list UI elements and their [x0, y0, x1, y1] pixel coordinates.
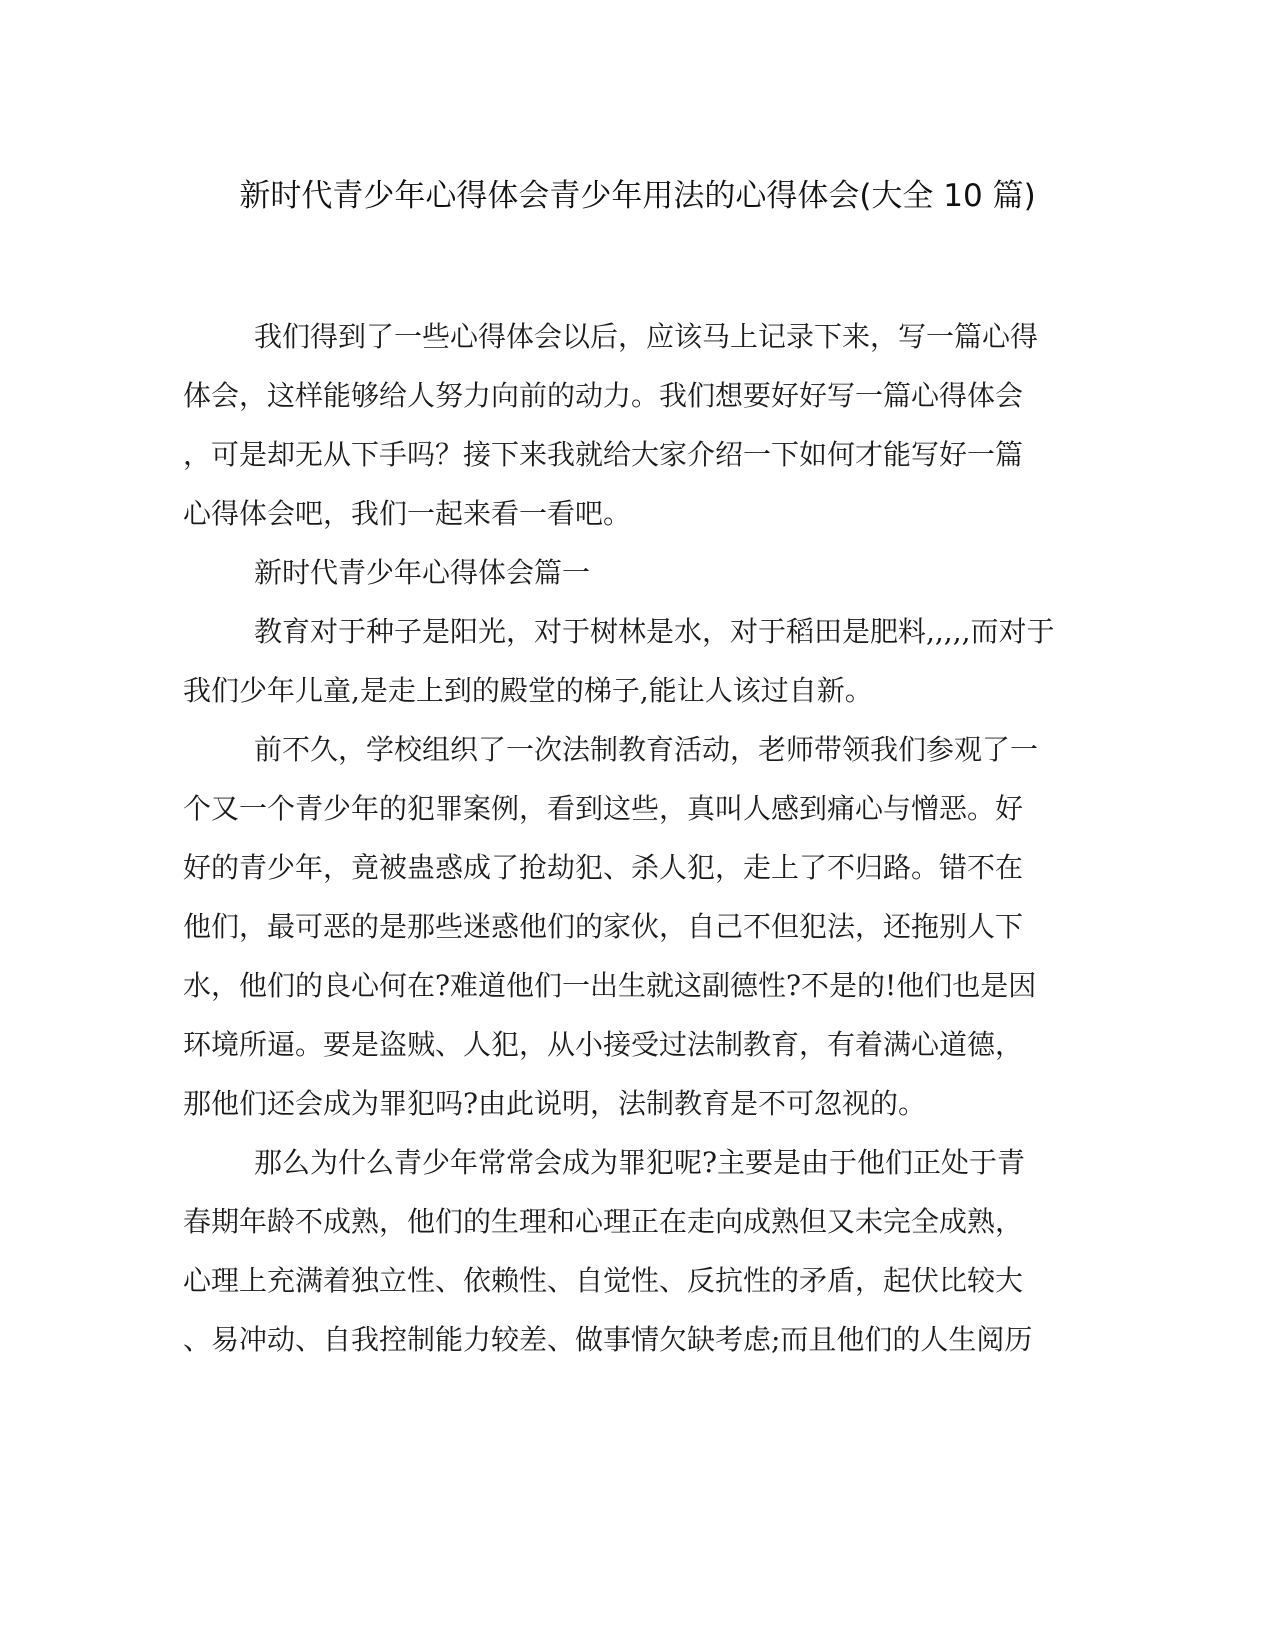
- paragraph-line: 心得体会吧，我们一起来看一看吧。: [183, 497, 632, 530]
- paragraph-line: 那么为什么青少年常常会成为罪犯呢?主要是由于他们正处于青: [254, 1146, 1026, 1179]
- paragraph-line: 体会，这样能够给人努力向前的动力。我们想要好好写一篇心得体会: [183, 379, 1024, 412]
- paragraph-line: 水，他们的良心何在?难道他们一出生就这副德性?不是的!他们也是因: [183, 969, 1037, 1002]
- paragraph-line: 个又一个青少年的犯罪案例，看到这些，真叫人感到痛心与憎恶。好: [183, 792, 1024, 825]
- paragraph-line: 、易冲动、自我控制能力较差、做事情欠缺考虑;而且他们的人生阅历: [183, 1323, 1033, 1356]
- paragraph-line: ，可是却无从下手吗？接下来我就给大家介绍一下如何才能写好一篇: [183, 438, 1024, 471]
- paragraph-line: 我们得到了一些心得体会以后，应该马上记录下来，写一篇心得: [254, 320, 1039, 353]
- paragraph-line: 我们少年儿童,是走上到的殿堂的梯子,能让人该过自新。: [183, 674, 873, 707]
- paragraph-line: 那他们还会成为罪犯吗?由此说明，法制教育是不可忽视的。: [183, 1087, 927, 1120]
- paragraph-line: 环境所逼。要是盗贼、人犯，从小接受过法制教育，有着满心道德，: [183, 1028, 1024, 1061]
- paragraph-line: 教育对于种子是阳光，对于树林是水，对于稻田是肥料,,,,,而对于: [254, 615, 1055, 648]
- document-title: 新时代青少年心得体会青少年用法的心得体会(大全 10 篇): [239, 178, 1036, 214]
- section-heading: 新时代青少年心得体会篇一: [254, 556, 591, 589]
- paragraph-line: 好的青少年，竟被蛊惑成了抢劫犯、杀人犯，走上了不归路。错不在: [183, 851, 1024, 884]
- paragraph-line: 春期年龄不成熟，他们的生理和心理正在走向成熟但又未完全成熟，: [183, 1205, 1024, 1238]
- paragraph-line: 他们，最可恶的是那些迷惑他们的家伙，自己不但犯法，还拖别人下: [183, 910, 1024, 943]
- paragraph-line: 心理上充满着独立性、依赖性、自觉性、反抗性的矛盾，起伏比较大: [183, 1264, 1024, 1297]
- paragraph-line: 前不久，学校组织了一次法制教育活动，老师带领我们参观了一: [254, 733, 1039, 766]
